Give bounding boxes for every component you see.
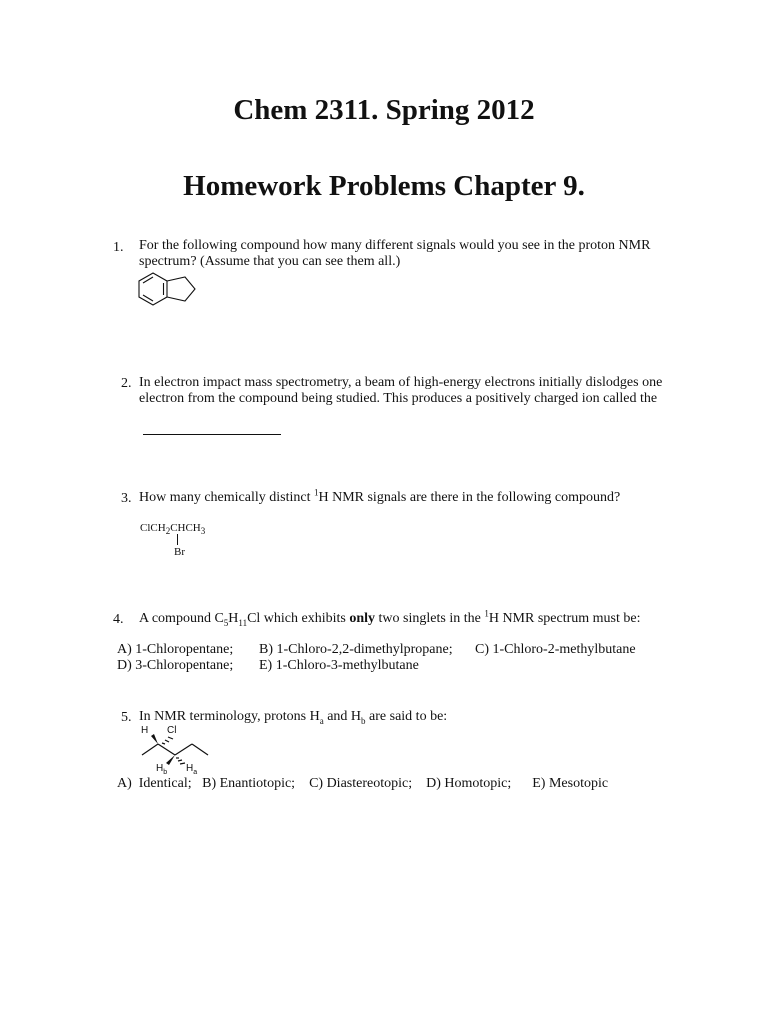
q3-formula: $ClCH_2CHCH_3$ [140, 522, 206, 537]
q1-text-line1: For the following compound how many different signals would you see in the proton NMR [139, 238, 651, 253]
q3-text: How many chemically distinct $^1$H NMR signals are there in the following compound? [139, 487, 621, 505]
q1-number: 1. [113, 240, 124, 255]
q4-option-d: D) 3-Chloropentane; [117, 658, 234, 673]
q5-text: In NMR terminology, protons $H_a$ and $H_b$ are said to be: [139, 709, 448, 726]
label-hb: $H_b$ [156, 763, 168, 776]
q4-option-b: B) 1-Chloro-2,2-dimethylpropane; [259, 642, 453, 657]
page-title: Homework Problems Chapter 9. [183, 170, 585, 202]
q4-option-c: C) 1-Chloro-2-methylbutane [475, 642, 636, 657]
q2-text-line2: electron from the compound being studied. This produces a positively charged ion called the [139, 391, 658, 406]
q4-option-e: E) 1-Chloro-3-methylbutane [259, 658, 419, 673]
q3-number: 3. [121, 491, 132, 506]
q4-number: 4. [113, 612, 124, 627]
course-title: Chem 2311. Spring 2012 [233, 94, 535, 126]
indane-structure-diagram [137, 272, 201, 306]
q4-text: A compound $C_5H_{11}Cl$ which exhibits only two singlets in the $^1$H NMR spectrum must be: [139, 608, 641, 628]
q2-text-line1: In electron impact mass spectrometry, a beam of high-energy electrons initially dislodges one [139, 375, 663, 390]
label-h: H [141, 725, 149, 736]
answer-blank-line [143, 434, 281, 435]
stereo-structure-diagram [140, 730, 220, 770]
label-cl: Cl [167, 725, 177, 736]
q5-options: A) Identical; B) Enantiotopic; C) Diastereotopic; D) Homotopic; E) Mesotopic [117, 776, 609, 791]
q1-text-line2: spectrum? (Assume that you can see them all.) [139, 254, 401, 269]
q3-bromo-group: Br [174, 546, 185, 558]
q5-number: 5. [121, 710, 132, 725]
q4-option-a: A) 1-Chloropentane; [117, 642, 234, 657]
label-ha: $H_a$ [186, 763, 198, 776]
q2-number: 2. [121, 376, 132, 391]
